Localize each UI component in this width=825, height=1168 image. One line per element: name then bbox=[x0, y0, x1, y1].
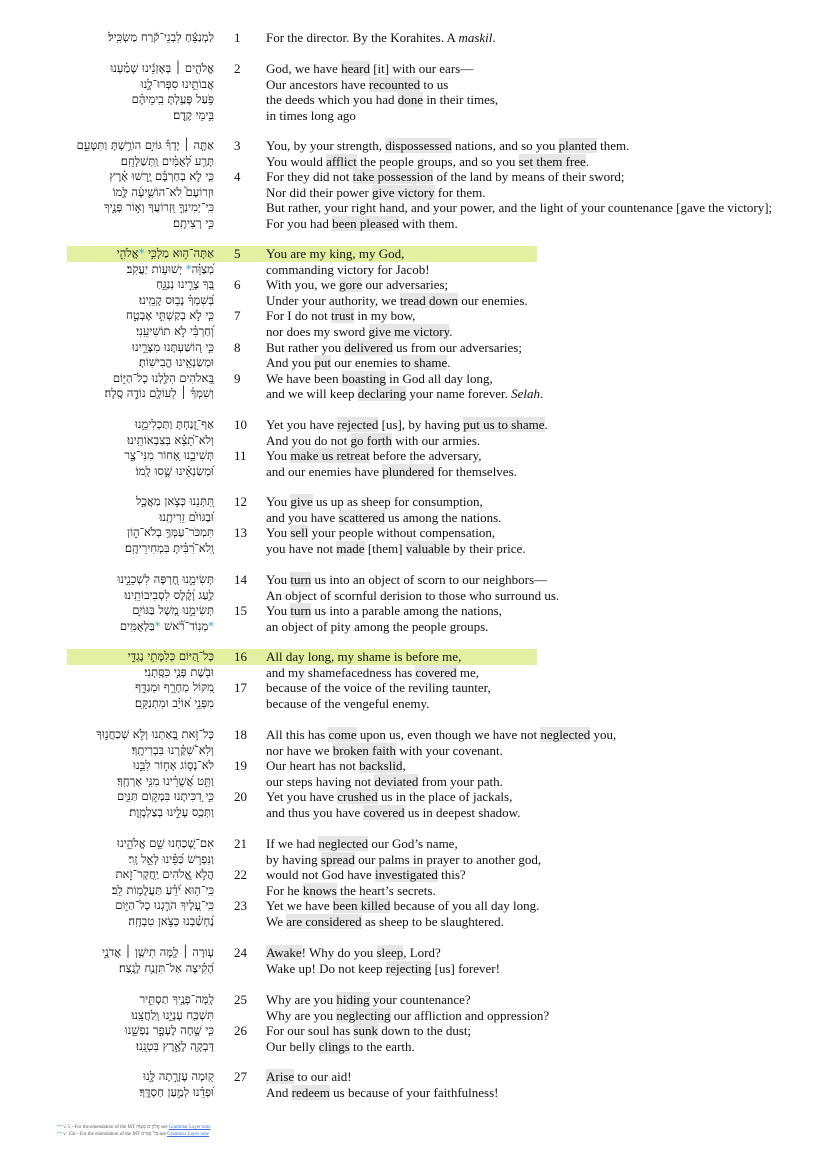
english-translation: You are my king, my God, bbox=[266, 246, 405, 261]
verse-line bbox=[0, 836, 825, 852]
hebrew-text: אֲבוֹתֵ֥ינוּ סִפְּרוּ־לָ֑נוּ bbox=[140, 76, 214, 91]
hebrew-text: וּמְשַׂנְאֵ֥ינוּ הֱבִישֽׁוֹתָ׃ bbox=[138, 355, 214, 370]
verse-number: 1 bbox=[234, 30, 241, 45]
stanza bbox=[0, 649, 825, 711]
verse-number: 14 bbox=[234, 572, 247, 587]
verse-number: 13 bbox=[234, 525, 247, 541]
stanza bbox=[0, 727, 825, 821]
grammar-layer-note-link[interactable]: Grammar Layer note bbox=[168, 1125, 211, 1130]
hebrew-text: הָ֝קִ֗יצָה אַל־תִּזְנַ֥ח לָנֶֽצַח׃ bbox=[118, 960, 214, 975]
english-translation: Yet you have rejected [us], by having put us to shame. bbox=[266, 417, 548, 432]
english-translation: For the director. By the Korahites. A maskil. bbox=[266, 30, 496, 45]
english-translation: With you, we gore our adversaries; bbox=[266, 277, 449, 293]
hebrew-text: תָּרַ֥ע לְ֝אֻמִּ֗ים וַֽתְּשַׁלְּחֵֽם׃ bbox=[120, 153, 214, 168]
english-translation: Nor did their power give victory for them. bbox=[266, 184, 486, 200]
hebrew-text: אֱלֹהִ֤ים ׀ בְּאָזְנֵ֬ינוּ שָׁמַ֗עְנוּ bbox=[110, 61, 214, 75]
english-translation: and my shamefacedness has covered me, bbox=[266, 664, 479, 680]
english-translation: You would afflict the people groups, and so you set them free. bbox=[266, 153, 590, 169]
verse-line bbox=[0, 448, 825, 464]
hebrew-text: אַתָּ֤ה ׀ יָדְךָ֡ גּוֹיִ֣ם הוֹרַ֣שְׁתָּ וַתִּטָּעֵ֑ם bbox=[76, 138, 214, 152]
english-translation: Our belly clings to the earth. bbox=[266, 1038, 415, 1054]
english-translation: because of the vengeful enemy. bbox=[266, 695, 430, 711]
english-translation: nor have we broken faith with your covenant. bbox=[266, 742, 503, 758]
verse-line bbox=[0, 541, 825, 557]
footnote-1 bbox=[57, 1124, 211, 1131]
english-translation: Why are you neglecting our affliction and oppression? bbox=[266, 1007, 550, 1023]
verse-line bbox=[0, 30, 825, 46]
verse-line bbox=[0, 433, 825, 449]
hebrew-text: לַ֥עַג וָ֝קֶ֗לֶס לִסְבִיבוֹתֵֽינוּ׃ bbox=[124, 587, 214, 602]
hebrew-text: אַף־זָ֭נַחְתָּ וַתַּכְלִימֵ֑נוּ bbox=[134, 417, 214, 431]
verse-line bbox=[0, 324, 825, 340]
hebrew-text: וְלֹֽא־שִׁ֝קַּ֗רְנוּ בִּבְרִיתֶֽךָ׃ bbox=[131, 742, 214, 757]
verse-number: 15 bbox=[234, 603, 247, 619]
hebrew-text: לָֽמָּה־פָנֶ֥יךָ תַסְתִּ֑יר bbox=[139, 992, 214, 1006]
verse-line bbox=[0, 77, 825, 93]
verse-number: 2 bbox=[234, 61, 241, 76]
english-translation: you have not made [them] valuable by their price. bbox=[266, 540, 526, 556]
stanza bbox=[0, 1069, 825, 1100]
verse-line bbox=[0, 355, 825, 371]
verse-line-highlighted bbox=[0, 246, 825, 262]
hebrew-text: וַתְּכַ֖ס עָלֵ֣ינוּ בְצַלְמָֽוֶת׃ bbox=[129, 804, 214, 819]
footnote-text: v. 15b - For the emendation of the MT ‎בַּל־אֻמִּֽים‎ see bbox=[62, 1132, 168, 1137]
verse-number: 7 bbox=[234, 308, 241, 324]
verse-line bbox=[0, 696, 825, 712]
english-translation: All this has come upon us, even though we have not neglected you, bbox=[266, 727, 617, 742]
stanza bbox=[0, 30, 825, 46]
verse-line bbox=[0, 789, 825, 805]
hebrew-text: כִּֽי־עָ֭לֶיךָ הֹרַ֣גְנוּ כָל־הַיּ֑וֹם bbox=[115, 898, 214, 913]
hebrew-text: בְּ֭ךָ צָרֵ֣ינוּ נְנַגֵּ֑חַ bbox=[156, 277, 214, 292]
hebrew-text: כָּל־זֹ֣את בָּ֭אַתְנוּ וְלֹ֣א שְׁכַחֲנ֑וּךָ bbox=[96, 727, 214, 741]
verse-line bbox=[0, 1069, 825, 1085]
verse-number: 27 bbox=[234, 1069, 247, 1084]
verse-line bbox=[0, 1039, 825, 1055]
verse-number: 20 bbox=[234, 789, 247, 805]
english-translation: You turn us into an object of scorn to our neighbors— bbox=[266, 572, 548, 587]
english-translation: And redeem us because of your faithfulness! bbox=[266, 1084, 499, 1100]
verse-line bbox=[0, 417, 825, 433]
verse-number: 18 bbox=[234, 727, 247, 742]
stanza bbox=[0, 246, 825, 402]
verse-line bbox=[0, 961, 825, 977]
verse-line bbox=[0, 340, 825, 356]
verse-line bbox=[0, 914, 825, 930]
verse-number: 3 bbox=[234, 138, 241, 153]
verse-line bbox=[0, 92, 825, 108]
hebrew-text: תְּשִׂימֵ֣נוּ חֶ֭רְפָּה לִשְׁכֵנֵ֑ינוּ bbox=[117, 572, 214, 586]
verse-number: 17 bbox=[234, 680, 247, 696]
english-translation: You, by your strength, dispossessed nations, and so you planted them. bbox=[266, 138, 630, 153]
english-translation: Under your authority, we tread down our enemies. bbox=[266, 292, 528, 308]
verse-line bbox=[0, 108, 825, 124]
verse-line bbox=[0, 154, 825, 170]
verse-number: 19 bbox=[234, 758, 247, 774]
english-translation: You give us up as sheep for consumption, bbox=[266, 494, 483, 509]
english-translation: We have been boasting in God all day long, bbox=[266, 370, 493, 386]
verse-line bbox=[0, 743, 825, 759]
english-translation: an object of pity among the people groups. bbox=[266, 618, 489, 634]
verse-line bbox=[0, 525, 825, 541]
verse-line bbox=[0, 185, 825, 201]
hebrew-text: אַתָּה־ה֣וּא מַלְכִּ֣י *אֱלֹהִ֑י bbox=[116, 246, 214, 260]
hebrew-text: דָּבְקָ֖ה לָאָ֣רֶץ בִּטְנֵֽנוּ׃ bbox=[136, 1038, 214, 1053]
verse-line bbox=[0, 169, 825, 185]
english-translation: because of the voice of the reviling taunter, bbox=[266, 680, 491, 696]
hebrew-text: ע֤וּרָה ׀ לָ֖מָּה תִישַׁ֥ן ׀ אֲדֹנָ֑י bbox=[101, 945, 214, 959]
hebrew-text: בִּ֣ימֵי קֶֽדֶם׃ bbox=[173, 107, 214, 122]
stanza bbox=[0, 494, 825, 556]
verse-line bbox=[0, 510, 825, 526]
english-translation: Awake! Why do you sleep, Lord? bbox=[266, 945, 441, 960]
hebrew-text: וַתֵּ֥ט אֲ֝שֻׁרֵ֗ינוּ מִנִּ֥י אָרְחֶֽךָ׃ bbox=[117, 773, 214, 788]
hebrew-text: כִּ֣י ה֭וֹשַׁעְתָּנוּ מִצָּרֵ֑ינוּ bbox=[131, 339, 214, 354]
verse-line bbox=[0, 945, 825, 961]
verse-number: 10 bbox=[234, 417, 247, 432]
hebrew-text: תִּשְׁכַּ֖ח עָנְיֵ֣נוּ וְֽלַחֲצֵֽנוּ׃ bbox=[131, 1007, 214, 1022]
verse-number: 24 bbox=[234, 945, 247, 960]
hebrew-text: מִפְּנֵ֥י א֝וֹיֵ֗ב וּמִתְנַקֵּֽם׃ bbox=[134, 695, 214, 710]
verse-number: 25 bbox=[234, 992, 247, 1007]
stanza bbox=[0, 945, 825, 976]
verse-line bbox=[0, 138, 825, 154]
verse-line bbox=[0, 277, 825, 293]
english-translation: And you do not go forth with our armies. bbox=[266, 432, 481, 448]
english-translation: God, we have heard [it] with our ears— bbox=[266, 61, 474, 76]
verse-line bbox=[0, 619, 825, 635]
verse-number: 22 bbox=[234, 867, 247, 883]
hebrew-text: בְּ֝שִׁמְךָ֗ נָב֥וּס קָמֵֽינוּ׃ bbox=[139, 292, 214, 307]
verse-number: 9 bbox=[234, 370, 241, 386]
english-translation: nor does my sword give me victory. bbox=[266, 323, 453, 339]
verse-line bbox=[0, 1085, 825, 1101]
english-translation: Yet we have been killed because of you all day long. bbox=[266, 898, 540, 914]
verse-line bbox=[0, 216, 825, 232]
english-translation: You turn us into a parable among the nations, bbox=[266, 603, 502, 619]
verse-number: 4 bbox=[234, 169, 241, 185]
verse-line bbox=[0, 867, 825, 883]
english-translation: For our soul has sunk down to the dust; bbox=[266, 1023, 472, 1039]
verse-number: 12 bbox=[234, 494, 247, 509]
english-translation: and we will keep declaring your name forever. Selah. bbox=[266, 386, 544, 402]
verse-number: 8 bbox=[234, 339, 241, 355]
verse-number: 11 bbox=[234, 448, 247, 464]
verse-line bbox=[0, 464, 825, 480]
english-translation: For they did not take possession of the land by means of their sword; bbox=[266, 169, 625, 185]
verse-line bbox=[0, 371, 825, 387]
english-translation: An object of scornful derision to those who surround us. bbox=[266, 587, 560, 603]
english-translation: All day long, my shame is before me, bbox=[266, 649, 462, 664]
verse-line bbox=[0, 805, 825, 821]
hebrew-text: כִּֽי־יְמִינְךָ֣ וּ֭זְרוֹעֲךָ וְא֣וֹר פָּנֶ֑יךָ bbox=[103, 200, 214, 215]
english-translation: But rather you delivered us from our adversaries; bbox=[266, 339, 522, 355]
verse-line bbox=[0, 603, 825, 619]
hebrew-text: בֵּ֭אלֹהִים הִלַּ֣לְנוּ כָל־הַיּ֑וֹם bbox=[112, 370, 214, 385]
hebrew-text: כִּ֣י דִ֭כִּיתָנוּ בִּמְק֣וֹם תַּנִּ֑ים bbox=[116, 789, 214, 804]
stanza bbox=[0, 572, 825, 634]
english-translation: commanding victory for Jacob! bbox=[266, 261, 430, 277]
english-translation: For I do not trust in my bow, bbox=[266, 308, 416, 324]
footnote-marker: ** bbox=[57, 1125, 62, 1130]
hebrew-text: וְשִׁמְךָ֓ ׀ לְעוֹלָ֖ם נוֹדֶ֣ה סֶֽלָה׃ bbox=[104, 386, 214, 401]
verse-line bbox=[0, 308, 825, 324]
english-translation: and our enemies have plundered for themselves. bbox=[266, 463, 517, 479]
english-translation: If we had neglected our God’s name, bbox=[266, 836, 458, 851]
verse-line bbox=[0, 386, 825, 402]
english-translation: by having spread our palms in prayer to another god, bbox=[266, 851, 542, 867]
verse-number: 21 bbox=[234, 836, 247, 851]
verse-number: 26 bbox=[234, 1023, 247, 1039]
hebrew-text: כִּֽי־ה֥וּא יֹ֝דֵ֗עַ תַּעֲלֻמ֥וֹת לֵֽב׃ bbox=[111, 882, 214, 897]
footnote-2 bbox=[57, 1131, 211, 1138]
hebrew-text: וְ֝חַרְבִּ֗י לֹ֣א תוֹשִׁיעֵֽנִי׃ bbox=[136, 323, 214, 338]
verse-line bbox=[0, 992, 825, 1008]
stanza bbox=[0, 138, 825, 232]
stanza bbox=[0, 836, 825, 930]
hebrew-text: וּ֝מְשַׂנְאֵ֗ינוּ שָׁ֣סוּ לָֽמוֹ׃ bbox=[135, 463, 214, 478]
verse-line bbox=[0, 727, 825, 743]
hebrew-text: נֶ֝חְשַׁ֗בְנוּ כְּצֹ֣אן טִבְחָֽה׃ bbox=[128, 913, 214, 928]
english-translation: and you have scattered us among the nations. bbox=[266, 509, 502, 525]
verse-line bbox=[0, 665, 825, 681]
stanza bbox=[0, 417, 825, 479]
english-translation: Our ancestors have recounted to us bbox=[266, 76, 449, 92]
english-translation: But rather, your right hand, and your power, and the light of your countenance [gave the victory]; bbox=[266, 200, 773, 216]
verse-line bbox=[0, 852, 825, 868]
verse-line bbox=[0, 774, 825, 790]
verse-line bbox=[0, 200, 825, 216]
verse-line bbox=[0, 293, 825, 309]
hebrew-text: ק֭וּמָה עֶזְרָ֣תָה לָּ֑נוּ bbox=[143, 1069, 214, 1083]
hebrew-text: מִ֭קּוֹל מְחָרֵ֣ף וּמְגַדֵּ֑ף bbox=[135, 680, 214, 695]
english-translation: For he knows the heart’s secrets. bbox=[266, 882, 436, 898]
hebrew-text: וּזְרוֹעָם֮ לֹא־הוֹשִׁ֪יעָ֫ה לָּ֥מוֹ bbox=[112, 184, 214, 199]
english-translation: We are considered as sheep to be slaughtered. bbox=[266, 913, 504, 929]
english-translation: Wake up! Do not keep rejecting [us] forever! bbox=[266, 960, 500, 976]
hebrew-text: תִּ֭תְּנֵנוּ כְּצֹ֣אן מַאֲכָ֑ל bbox=[136, 494, 214, 508]
hebrew-text: לַמְנַצֵּ֬חַ לִבְנֵי־קֹ֬רַח מַשְׂכִּֽיל׃ bbox=[108, 30, 214, 44]
hebrew-text: וְלֹא־תֵ֝צֵ֗א בְּצִבְאוֹתֵֽינוּ׃ bbox=[127, 432, 214, 447]
english-translation: You sell your people without compensation, bbox=[266, 525, 496, 541]
verse-number: 23 bbox=[234, 898, 247, 914]
footnotes bbox=[57, 1124, 211, 1138]
hebrew-text: כִּ֤י לֹ֪א בְחַרְבָּ֡ם יָ֥רְשׁוּ אָ֗רֶץ bbox=[109, 169, 214, 184]
hebrew-text: כִּ֤י שָׁ֣חָה לֶעָפָ֣ר נַפְשֵׁ֑נוּ bbox=[124, 1023, 214, 1038]
verse-line bbox=[0, 1023, 825, 1039]
hebrew-text: תְּשִׁיבֵ֣נוּ אָ֭חוֹר מִנִּי־צָ֑ר bbox=[124, 448, 214, 463]
english-translation: For you had been pleased with them. bbox=[266, 215, 458, 231]
english-translation: our steps having not deviated from your path. bbox=[266, 773, 503, 789]
verse-line bbox=[0, 680, 825, 696]
english-translation: You make us retreat before the adversary, bbox=[266, 448, 482, 464]
verse-line bbox=[0, 898, 825, 914]
hebrew-text: וּ֝בַגּוֹיִ֗ם זֵרִיתָֽנוּ׃ bbox=[159, 509, 214, 524]
verse-line bbox=[0, 262, 825, 278]
hebrew-text: הֲלֹ֣א אֱ֭לֹהִים יַֽחֲקָר־זֹ֑את bbox=[115, 867, 214, 882]
hebrew-text: וְֽלֹא־רִ֝בִּ֗יתָ בִּמְחִירֵיהֶֽם׃ bbox=[124, 540, 214, 555]
hebrew-text: תְּשִׂימֵ֣נוּ מָ֭שָׁל בַּגּוֹיִ֑ם bbox=[132, 603, 214, 618]
english-translation: in times long ago bbox=[266, 107, 356, 123]
hebrew-text: כִּ֤י לֹ֣א בְקַשְׁתִּ֣י אֶבְטָ֑ח bbox=[126, 308, 214, 323]
hebrew-text: וַנִּפְרֹ֥שׂ כַּ֝פֵּ֗ינוּ לְאֵ֣ל זָֽר׃ bbox=[128, 851, 214, 866]
hebrew-text: וּ֝פְדֵ֗נוּ לְמַ֣עַן חַסְדֶּֽךָ׃ bbox=[139, 1084, 214, 1099]
hebrew-text: לֹא־נָס֣וֹג אָח֣וֹר לִבֵּ֑נוּ bbox=[133, 758, 214, 773]
english-translation: And you put our enemies to shame. bbox=[266, 355, 451, 371]
verse-line bbox=[0, 883, 825, 899]
english-translation: the deeds which you had done in their times, bbox=[266, 92, 499, 108]
english-translation: would not God have investigated this? bbox=[266, 867, 466, 883]
verse-number: 6 bbox=[234, 277, 241, 293]
hebrew-text: כִּ֣י רְצִיתָֽם׃ bbox=[172, 215, 214, 230]
verse-number: 5 bbox=[234, 246, 241, 261]
verse-line bbox=[0, 494, 825, 510]
verse-line bbox=[0, 572, 825, 588]
hebrew-text: פֹּ֥עַל פָּעַ֥לְתָּ בִֽימֵיהֶ֗ם bbox=[131, 92, 214, 107]
english-translation: Why are you hiding your countenance? bbox=[266, 992, 471, 1007]
grammar-layer-note-link[interactable]: Grammar Layer note bbox=[167, 1132, 210, 1137]
hebrew-text: תִּמְכֹּר־עַמְּךָ֥ בְלֹא־ה֑וֹן bbox=[127, 525, 214, 540]
verse-number: 16 bbox=[234, 649, 247, 664]
english-translation: Yet you have crushed us in the place of jackals, bbox=[266, 789, 513, 805]
english-translation: and thus you have covered us in deepest shadow. bbox=[266, 804, 521, 820]
stanza bbox=[0, 61, 825, 123]
english-translation: Arise to our aid! bbox=[266, 1069, 352, 1084]
hebrew-text: כָּל־הַ֭יּוֹם כְּלִמָּתִ֣י נֶגְדִּ֑י bbox=[127, 649, 214, 663]
verse-line bbox=[0, 588, 825, 604]
verse-line bbox=[0, 61, 825, 77]
hebrew-text: *מְנֽוֹד־רֹ֝֗אשׁ *בַּלְאֻמִּֽים bbox=[119, 618, 214, 633]
verse-line-highlighted bbox=[0, 649, 825, 665]
footnote-text: v. 5 - For the emendation of the MT ‎אֱלֹהִ֑ים מְ֝צַוֵּ֗ה‎ see bbox=[62, 1125, 169, 1130]
hebrew-text: מְ֝צַוֵּ֗ה* יְשׁוּע֥וֹת יַעֲקֹֽב׃ bbox=[126, 261, 214, 276]
hebrew-text: אִם־שָׁ֭כַחְנוּ שֵׁ֣ם אֱלֹהֵ֑ינוּ bbox=[117, 836, 214, 850]
english-translation: Our heart has not backslid, bbox=[266, 758, 406, 774]
verse-line bbox=[0, 1008, 825, 1024]
verse-line bbox=[0, 758, 825, 774]
stanza bbox=[0, 992, 825, 1054]
footnote-marker: ** bbox=[57, 1132, 62, 1137]
hebrew-text: וּבֹ֖שֶׁת פָּנַ֣י כִּסָּֽתְנִי׃ bbox=[144, 664, 214, 679]
